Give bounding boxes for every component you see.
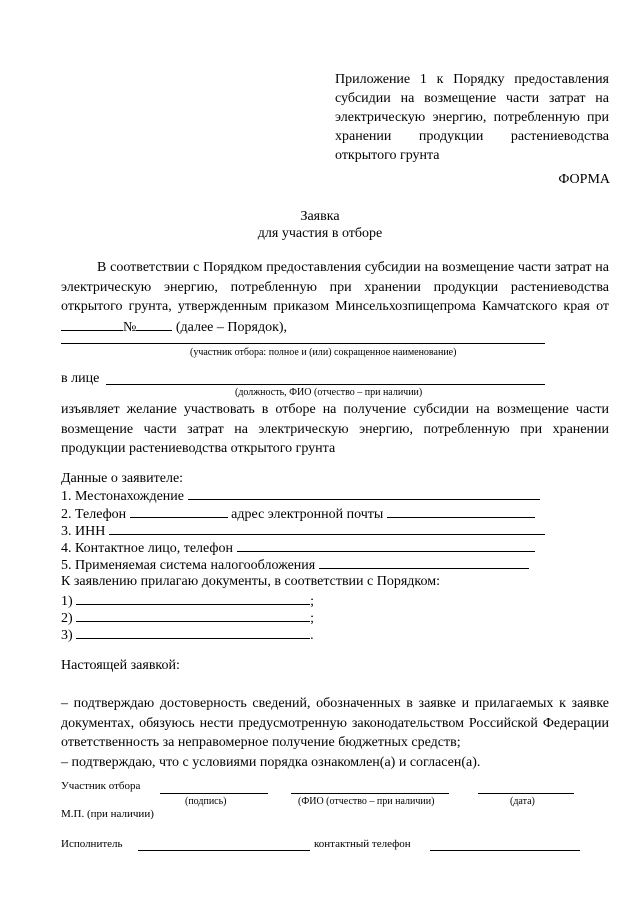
declaration-paragraph: изъявляет желание участвовать в отборе на получение субсидии на возмещение части возмещение части затрат на электрическую энергию, потребленную при хранении продукции растениеводства открытого грунта — [61, 402, 609, 456]
attachment-end: ; — [310, 594, 315, 609]
attachment-field[interactable] — [76, 608, 310, 622]
appendix-note: Приложение 1 к Порядку предоставления субсидии на возмещение части затрат на электрическую энергию, потребленную при хранении продукции растениеводства открытого грунта — [335, 72, 609, 163]
participant-caption: (участник отбора: полное и (или) сокращенное наименование) — [190, 347, 457, 358]
hereby-heading: Настоящей заявкой: — [61, 658, 180, 673]
signature-caption: (подпись) — [185, 796, 227, 807]
order-number-field[interactable] — [136, 317, 172, 331]
attachments-heading: К заявлению прилагаю документы, в соответствии с Порядком: — [61, 574, 440, 589]
representative-caption: (должность, ФИО (отчество – при наличии) — [235, 387, 423, 398]
represented-by-label: в лице — [61, 371, 100, 386]
applicant-location-row — [61, 486, 540, 506]
participant-name-field[interactable] — [61, 343, 545, 344]
tax-field[interactable] — [319, 555, 529, 569]
phone-field[interactable] — [130, 504, 228, 518]
contact-label: 4. Контактное лицо, телефон — [61, 541, 233, 556]
attachment-row — [61, 625, 314, 645]
inn-label: 3. ИНН — [61, 524, 106, 539]
attachment-field[interactable] — [76, 625, 310, 639]
signer-name-caption: (ФИО (отчество – при наличии) — [298, 796, 435, 807]
attachment-field[interactable] — [76, 591, 310, 605]
confirmations — [61, 694, 609, 772]
attachment-end: ; — [310, 611, 315, 626]
form-label: ФОРМА — [558, 172, 610, 187]
inn-field[interactable] — [109, 521, 545, 535]
confirmation-item: – подтверждаю, что с условиями порядка ознакомлен(а) и согласен(а). — [61, 754, 481, 770]
location-field[interactable] — [188, 486, 540, 500]
phone-label: 2. Телефон — [61, 507, 127, 522]
intro-paragraph — [61, 258, 609, 337]
representative-field[interactable] — [106, 384, 545, 385]
intro-text: В соответствии с Порядком предоставления субсидии на возмещение части затрат на электрическую энергию, потребленную при хранении продукции растениеводства открытого грунта, утвержденным приказом Минсельхозпищепрома Камчатского края от — [61, 260, 609, 314]
attachment-number: 1) — [61, 594, 73, 609]
email-label: адрес электронной почты — [231, 507, 384, 522]
document-title: Заявка — [300, 209, 340, 224]
attachment-end: . — [310, 628, 314, 643]
date-caption: (дата) — [510, 796, 535, 807]
signer-name-field[interactable] — [291, 793, 449, 794]
executor-phone-field[interactable] — [430, 850, 580, 851]
signature-field[interactable] — [160, 793, 268, 794]
executor-field[interactable] — [138, 850, 310, 851]
confirmation-item: – подтверждаю достоверность сведений, обозначенных в заявке и прилагаемых к заявке документах, обязуюсь нести предусмотренную законодательством Российской Федерации ответственность за неправомерное получение бюджетных средств; — [61, 696, 609, 750]
stamp-label: М.П. (при наличии) — [61, 808, 154, 820]
signature-label: Участник отбора — [61, 780, 141, 792]
applicant-tax-row — [61, 555, 529, 575]
tax-label: 5. Применяемая система налогообложения — [61, 558, 316, 573]
attachment-number: 2) — [61, 611, 73, 626]
executor-phone-label: контактный телефон — [314, 838, 411, 850]
intro-tail: (далее – Порядок), — [175, 319, 288, 335]
location-label: 1. Местонахождение — [61, 489, 185, 504]
attachment-number: 3) — [61, 628, 73, 643]
contact-field[interactable] — [237, 538, 535, 552]
document-subtitle: для участия в отборе — [257, 226, 383, 241]
number-sign: № — [123, 319, 137, 335]
email-field[interactable] — [387, 504, 535, 518]
signature-date-field[interactable] — [478, 793, 574, 794]
order-date-field[interactable] — [61, 317, 123, 331]
applicant-heading: Данные о заявителе: — [61, 471, 184, 486]
executor-label: Исполнитель — [61, 838, 123, 850]
